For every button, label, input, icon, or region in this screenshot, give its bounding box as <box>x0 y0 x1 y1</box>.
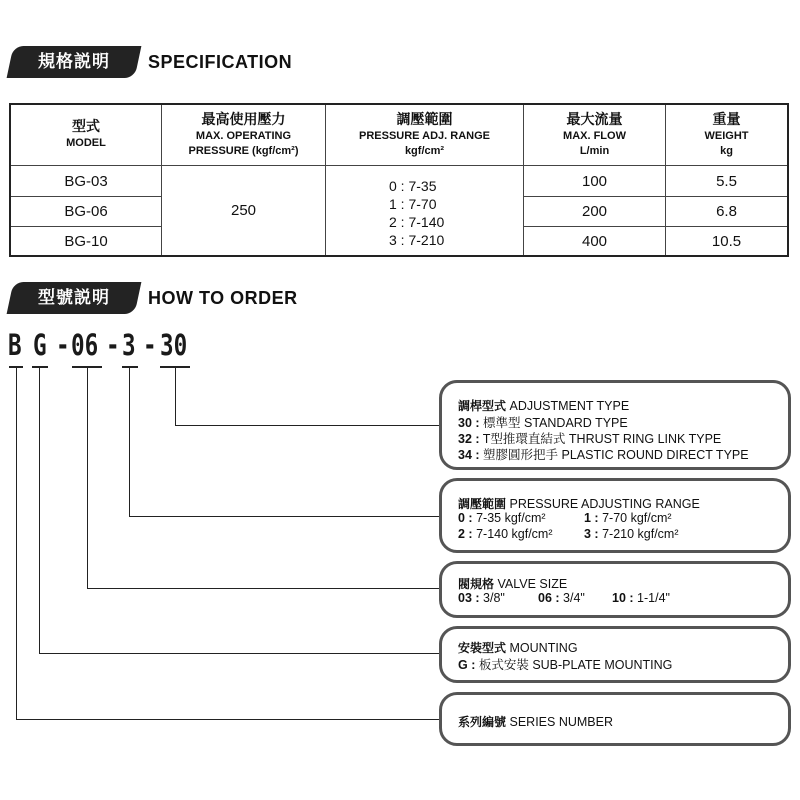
cell-model: BG-03 <box>64 172 108 190</box>
pressure-range-title-zh: 調壓範圍 <box>458 497 507 511</box>
header-range-zh: 調壓範圍 <box>396 111 453 128</box>
option-code: 03 : <box>458 591 480 605</box>
order-section-tag-label: 型號説明 <box>38 288 110 308</box>
series-number-title <box>458 713 613 730</box>
cell-flow: 100 <box>581 172 608 190</box>
series-number-title-zh: 系列編號 <box>458 715 507 729</box>
range-list <box>389 177 444 249</box>
option-code: 2 : <box>458 527 473 541</box>
option-text: 7-35 kgf/cm² <box>476 511 546 525</box>
adjustment-option <box>458 445 749 463</box>
option-code: 30 : <box>458 416 480 430</box>
header-pressure-unit: PRESSURE (kgf/cm²) <box>188 144 299 157</box>
series-number-title-en: SERIES NUMBER <box>509 715 613 729</box>
cell-weight: 6.8 <box>716 203 737 220</box>
cell-model: BG-10 <box>64 232 108 250</box>
option-text: 3/4" <box>563 591 585 605</box>
pressure-range-title <box>458 495 700 512</box>
option-code: 32 : <box>458 432 480 446</box>
spec-section-tag-label: 規格説明 <box>38 52 110 72</box>
code-dash: - <box>56 328 70 362</box>
code-mounting: G <box>33 328 47 362</box>
header-model <box>11 105 161 165</box>
leader-line <box>16 367 17 720</box>
cell-flow: 200 <box>581 203 608 220</box>
spec-section-title: SPECIFICATION <box>148 52 293 72</box>
option-code: 1 : <box>584 511 599 525</box>
pressure-option <box>458 527 553 541</box>
pressure-range-box <box>439 478 791 553</box>
leader-line <box>129 367 130 517</box>
header-weight <box>666 105 787 165</box>
option-text: 3/8" <box>483 591 505 605</box>
mounting-title <box>458 639 578 656</box>
option-text: 塑膠圓形把手 PLASTIC ROUND DIRECT TYPE <box>483 448 749 462</box>
valve-size-title-zh: 閥規格 <box>458 577 495 591</box>
option-code: G : <box>458 658 476 672</box>
range-item: 2 : 7-140 <box>389 214 445 230</box>
order-section-title: HOW TO ORDER <box>148 288 298 308</box>
spec-table <box>9 103 789 257</box>
cell-flow: 400 <box>581 232 608 250</box>
code-size: 06 <box>71 328 99 362</box>
leader-line <box>175 425 440 426</box>
leader-line <box>39 367 40 654</box>
range-item: 1 : 7-70 <box>389 196 437 212</box>
series-number-box <box>439 692 791 746</box>
header-flow-zh: 最大流量 <box>566 111 623 128</box>
leader-line <box>87 588 440 589</box>
header-model-zh: 型式 <box>72 119 100 135</box>
header-range-en: PRESSURE ADJ. RANGE <box>358 129 490 142</box>
code-pressure: 3 <box>122 328 136 362</box>
option-text: 7-210 kgf/cm² <box>602 527 679 541</box>
leader-line <box>39 653 440 654</box>
header-flow <box>524 105 665 165</box>
size-option <box>458 591 505 605</box>
valve-size-title-en: VALVE SIZE <box>497 577 568 591</box>
size-option <box>538 591 585 605</box>
cell-weight: 10.5 <box>711 232 742 250</box>
leader-line <box>87 367 88 589</box>
option-text: 1-1/4" <box>637 591 670 605</box>
cell-max-pressure: 250 <box>230 202 257 219</box>
option-code: 3 : <box>584 527 599 541</box>
header-weight-en: WEIGHT <box>704 129 749 142</box>
header-range <box>326 105 523 165</box>
size-option <box>612 591 670 605</box>
option-text: 標準型 STANDARD TYPE <box>483 416 628 430</box>
pressure-range-title-en: PRESSURE ADJUSTING RANGE <box>509 497 700 511</box>
code-underline <box>122 366 138 368</box>
header-range-unit: kgf/cm² <box>404 144 445 157</box>
header-model-en: MODEL <box>66 137 106 149</box>
adjustment-type-title-en: ADJUSTMENT TYPE <box>509 399 630 413</box>
spec-section-tag <box>7 46 142 78</box>
cell-model: BG-06 <box>64 203 108 220</box>
mounting-title-en: MOUNTING <box>509 641 578 655</box>
mounting-title-zh: 安裝型式 <box>458 641 507 655</box>
option-code: 0 : <box>458 511 473 525</box>
option-code: 34 : <box>458 448 480 462</box>
leader-line <box>129 516 440 517</box>
code-series: B <box>8 328 22 362</box>
mounting-box <box>439 626 791 683</box>
header-weight-unit: kg <box>720 144 733 157</box>
header-pressure-en: MAX. OPERATING <box>195 129 292 142</box>
header-pressure-zh: 最高使用壓力 <box>201 111 286 128</box>
range-item: 0 : 7-35 <box>389 178 437 194</box>
adjustment-type-box <box>439 380 791 470</box>
order-section-tag <box>7 282 142 314</box>
code-dash: - <box>106 328 120 362</box>
option-code: 10 : <box>612 591 634 605</box>
code-underline <box>32 366 48 368</box>
code-adjustment: 30 <box>160 328 188 362</box>
adjustment-type-title-zh: 調桿型式 <box>458 399 507 413</box>
valve-size-box <box>439 561 791 618</box>
option-text: 7-70 kgf/cm² <box>602 511 672 525</box>
pressure-option <box>584 527 679 541</box>
cell-weight: 5.5 <box>716 172 737 190</box>
valve-size-title <box>458 575 567 592</box>
header-weight-zh: 重量 <box>712 111 741 128</box>
header-pressure <box>162 105 325 165</box>
header-flow-en: MAX. FLOW <box>563 129 626 142</box>
option-text: 板式安裝 SUB-PLATE MOUNTING <box>478 658 673 672</box>
adjustment-type-title <box>458 397 629 414</box>
leader-line <box>175 367 176 426</box>
range-item: 3 : 7-210 <box>389 232 445 248</box>
leader-line <box>16 719 440 720</box>
option-text: T型推環直結式 THRUST RING LINK TYPE <box>482 432 722 446</box>
mounting-option <box>458 655 672 673</box>
code-dash: - <box>143 328 157 362</box>
option-text: 7-140 kgf/cm² <box>476 527 553 541</box>
pressure-option <box>458 511 546 525</box>
header-flow-unit: L/min <box>579 144 610 157</box>
option-code: 06 : <box>538 591 560 605</box>
pressure-option <box>584 511 672 525</box>
